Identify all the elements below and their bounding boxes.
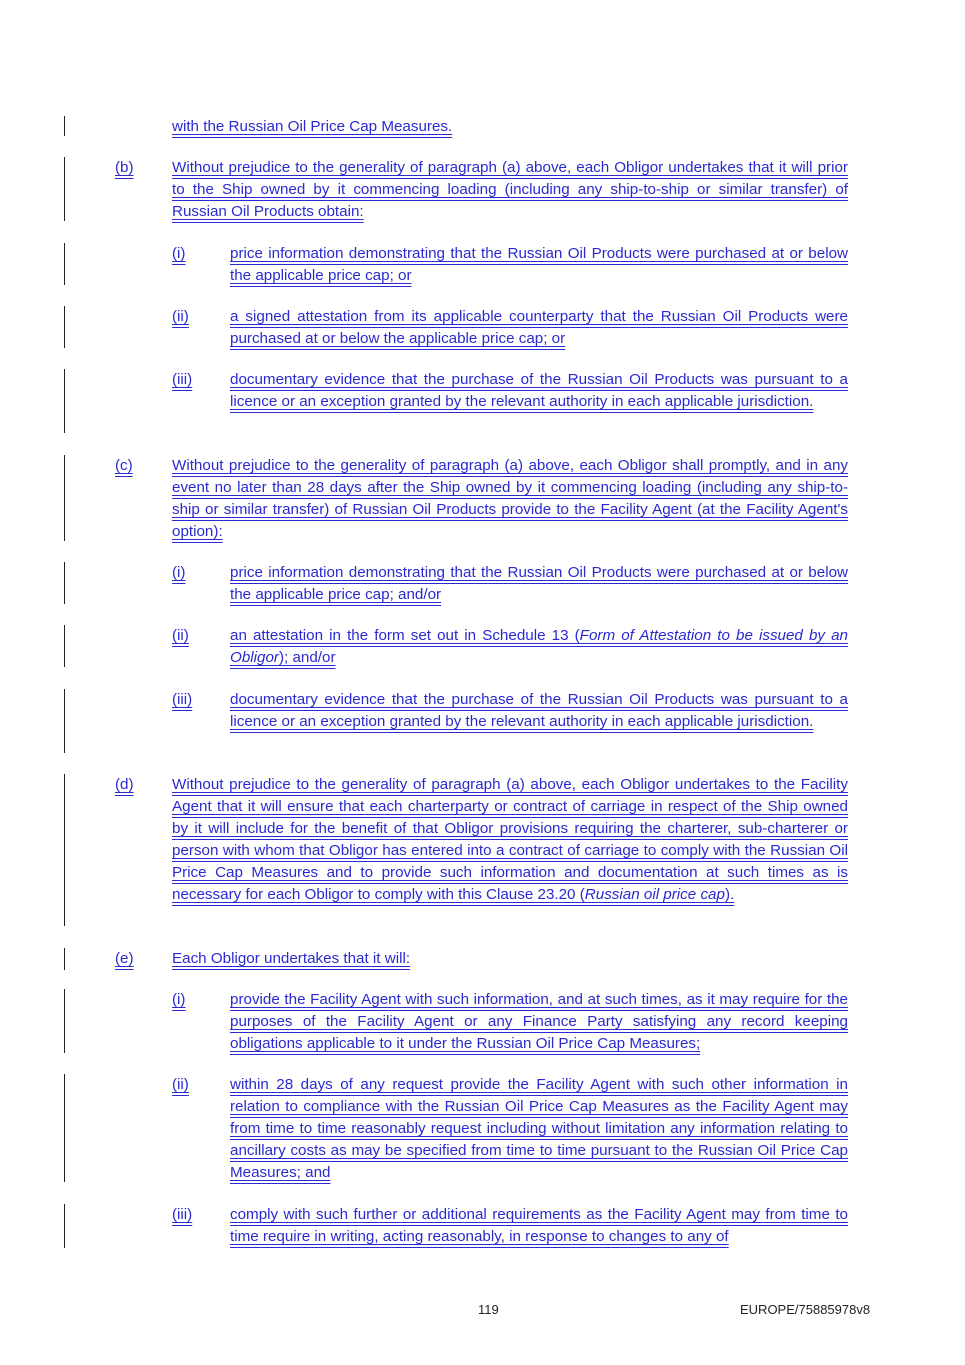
subparagraph-text: price information demonstrating that the Russian Oil Products were purchased at or below the applicable price cap; or: [230, 245, 848, 284]
subparagraph-label: (ii): [172, 627, 189, 644]
subparagraph-label: (iii): [172, 691, 193, 708]
paragraph-label: (d): [115, 776, 134, 793]
subparagraph-label: (iii): [172, 1206, 193, 1223]
document-reference: EUROPE/75885978v8: [740, 1302, 871, 1317]
change-bar: [64, 1204, 65, 1248]
subparagraph-text: a signed attestation from its applicable counterparty that the Russian Oil Products were purchased at or below the applicable price cap; or: [230, 308, 848, 347]
paragraph-label: (b): [115, 159, 134, 176]
change-bar: [64, 774, 65, 926]
paragraph-text: Without prejudice to the generality of paragraph (a) above, each Obligor undertakes that it will prior to the Ship owned by it commencing loading (including any ship-to-ship or similar transfer) of Russian Oil Products obtain:: [172, 159, 848, 220]
subparagraph-label: (ii): [172, 308, 189, 325]
page-number: 119: [478, 1302, 499, 1317]
change-bar: [64, 157, 65, 221]
subparagraph-label: (iii): [172, 371, 193, 388]
paragraph-label: (c): [115, 457, 133, 474]
change-bar: [64, 243, 65, 285]
change-bar: [64, 116, 65, 136]
subparagraph-label: (i): [172, 991, 186, 1008]
change-bar: [64, 689, 65, 753]
change-bar: [64, 369, 65, 433]
change-bar: [64, 989, 65, 1053]
text-run: ); and/or: [278, 649, 336, 666]
change-bar: [64, 455, 65, 541]
subparagraph-text: comply with such further or additional requirements as the Facility Agent may from time to time require in writing, acting reasonably, in response to changes to any of: [230, 1206, 848, 1245]
change-bar: [64, 625, 65, 667]
text-run: ).: [724, 886, 735, 903]
subparagraph-text: provide the Facility Agent with such information, and at such times, as it may require for the purposes of the Facility Agent or any Finance Party satisfying any record keeping obligations applicable to it under the Russian Oil Price Cap Measures;: [230, 991, 848, 1052]
paragraph-label: (e): [115, 950, 134, 967]
subparagraph-text: price information demonstrating that the Russian Oil Products were purchased at or below the applicable price cap; and/or: [230, 564, 848, 603]
subparagraph-label: (ii): [172, 1076, 189, 1093]
change-bar: [64, 948, 65, 970]
subparagraph-text: documentary evidence that the purchase of the Russian Oil Products was pursuant to a licence or an exception granted by the relevant authority in each applicable jurisdiction.: [230, 371, 848, 410]
subparagraph-text: [230, 625, 848, 669]
text-run: Without prejudice to the generality of paragraph (a) above, each Obligor undertakes to the Facility Agent that it will ensure that each charterparty or contract of carriage in respect of the Ship owned by it will include for the benefit of that Obligor provisions requiring the charterer, sub-charterer or person with whom that Obligor has entered into a contract of carriage to comply with the Russian Oil Price Cap Measures and to provide such information and documentation at such times as is necessary for each Obligor to comply with this Clause 23.20 (: [172, 776, 848, 903]
change-bar: [64, 562, 65, 604]
subparagraph-text: documentary evidence that the purchase of the Russian Oil Products was pursuant to a licence or an exception granted by the relevant authority in each applicable jurisdiction.: [230, 691, 848, 730]
subparagraph-label: (i): [172, 564, 186, 581]
paragraph-text: Each Obligor undertakes that it will:: [172, 950, 411, 967]
paragraph-text: with the Russian Oil Price Cap Measures.: [172, 118, 453, 135]
subparagraph-label: (i): [172, 245, 186, 262]
italic-reference: Russian oil price cap: [584, 886, 725, 903]
paragraph-text: [172, 774, 848, 906]
text-run: an attestation in the form set out in Schedule 13 (: [230, 627, 580, 644]
change-bar: [64, 306, 65, 348]
paragraph-text: Without prejudice to the generality of paragraph (a) above, each Obligor shall promptly, and in any event no later than 28 days after the Ship owned by it commencing loading (including any ship-to-ship or similar transfer) of Russian Oil Products provide to the Facility Agent (at the Facility Agent's option):: [172, 457, 848, 540]
subparagraph-text: within 28 days of any request provide the Facility Agent with such other information in relation to compliance with the Russian Oil Price Cap Measures as the Facility Agent may from time to time reasonably request including without limitation any information relating to ancillary costs as may be specified from time to time pursuant to the Russian Oil Price Cap Measures; and: [230, 1076, 848, 1181]
change-bar: [64, 1074, 65, 1182]
italic-reference: Form of Attestation to be issued by an Obligor: [230, 627, 848, 666]
